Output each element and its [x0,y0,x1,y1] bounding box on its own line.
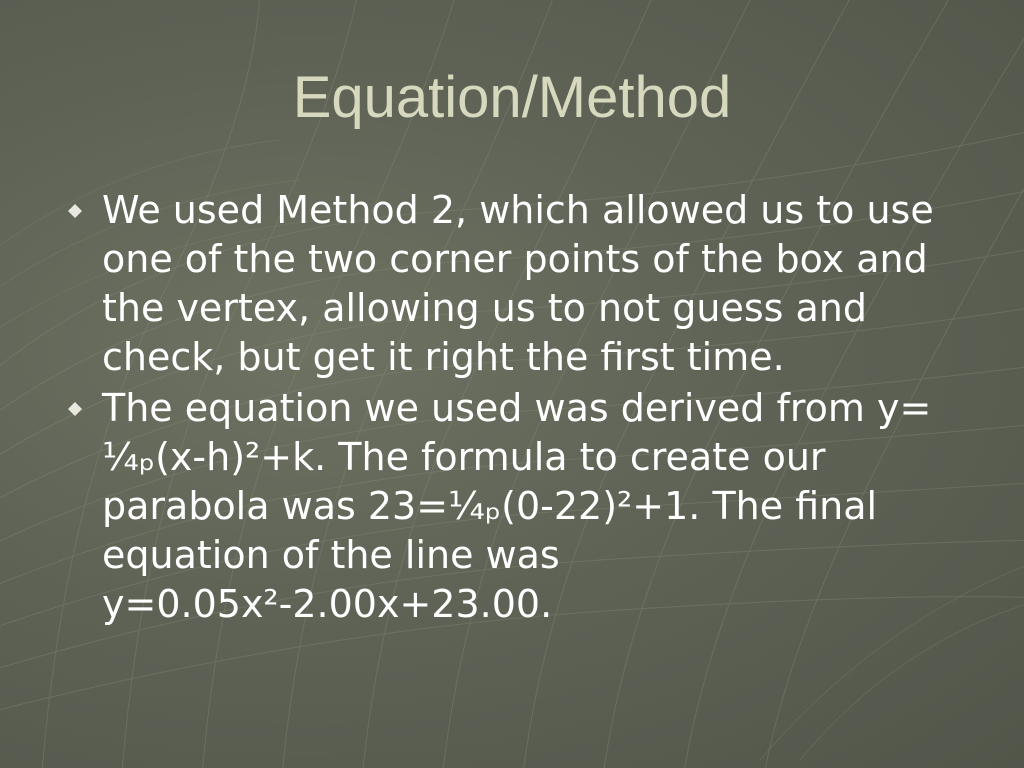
bullet-item [60,186,980,382]
slide-title: Equation/Method [292,65,732,130]
diamond-bullet-icon [68,204,82,218]
bullet-text: The equation we used was derived from y= ¼ₚ(x-h)²+k. The formula to create our parabola was 23=¼ₚ(0-22)²+1. The final equation of the line was y=0.05x²-2.00x+23.00. [102,386,932,626]
bullet-text: We used Method 2, which allowed us to use one of the two corner points of the box and the vertex, allowing us to not guess and check, but get it right the first time. [102,188,934,379]
bullet-item [60,384,980,629]
diamond-bullet-icon [68,402,82,416]
bullet-list [60,186,980,631]
